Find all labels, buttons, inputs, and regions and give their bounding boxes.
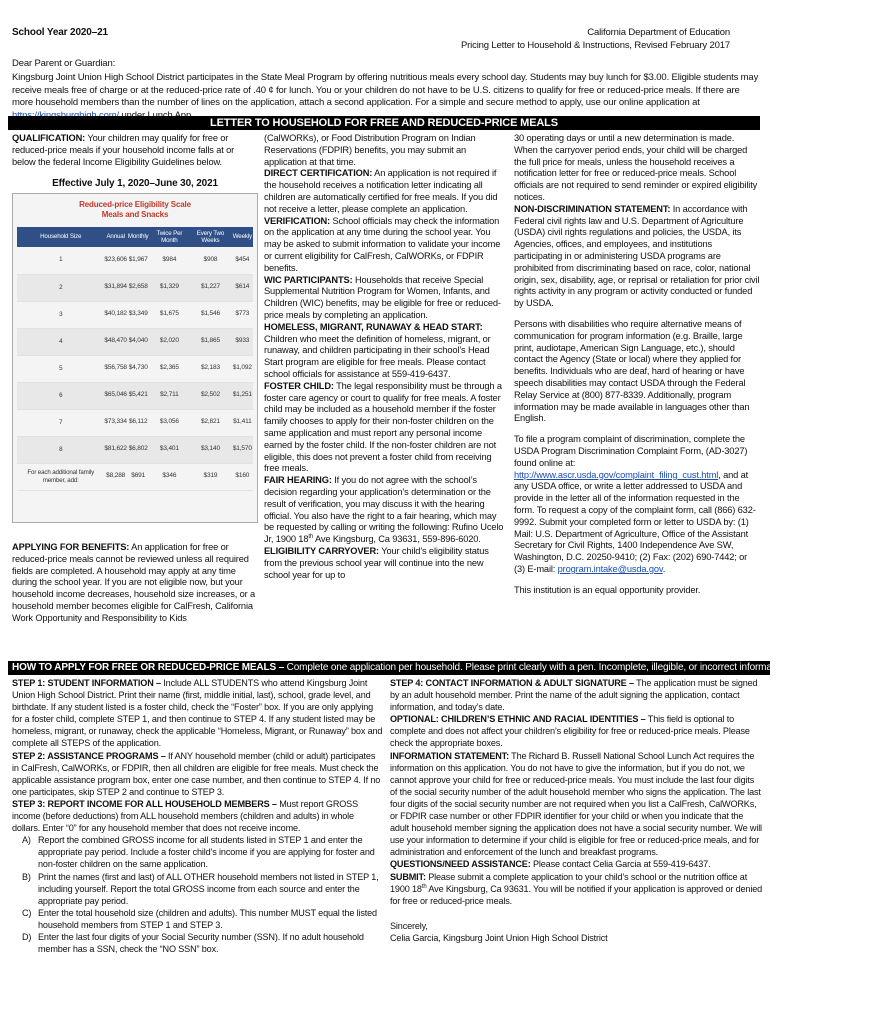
table-cell: 2	[17, 274, 104, 301]
agency-name: California Department of Education	[587, 27, 730, 38]
table-row	[17, 409, 253, 436]
table-cell: 1	[17, 247, 104, 274]
step-1-paragraph: STEP 1: STUDENT INFORMATION – Include ALL STUDENTS who attend Kingsburg Joint Union High School District. Print their name (first, middle initial, last), school, grade level, and birthdate. If any student listed is a foster child, check the “Foster” box. If you are only applying for a foster child, complete STEP 1, and then continue to STEP 4. If any student listed may be homeless, migrant, or runaway, check the applicable “Homeless, Migrant, or Runaway” box and complete all STEPS of the application.	[12, 678, 383, 749]
step-2-paragraph: STEP 2: ASSISTANCE PROGRAMS – If ANY household member (child or adult) participates in CalFresh, CalWORKs, or FDPIR, then all children are eligible for free meals. Must check the applicable assistance program box, enter one case number, and then continue to STEP 4. If no one participates, skip STEP 2 and continue to STEP 3.	[12, 750, 381, 797]
table-cell: $2,821	[189, 409, 231, 436]
table-cell: $23,606	[104, 247, 126, 274]
step-3-item: A) Report the combined GROSS income for all students listed in STEP 1 and enter the appropriate pay period. Include a foster child’s income if you are applying for foster and non-foster children on the same application.	[22, 835, 375, 870]
table-cell: $3,401	[150, 436, 190, 463]
qualification-paragraph: QUALIFICATION: Your children may qualify for free or reduced-price meals if your household income falls at or below the federal Income Eligibility Guidelines below.	[12, 133, 235, 167]
table-row	[17, 274, 253, 301]
usda-email-link[interactable]: program.intake@usda.gov	[557, 563, 663, 574]
signature-name: Celia Garcia, Kingsburg Joint Union High School District	[390, 932, 608, 943]
step-3-paragraph: STEP 3: REPORT INCOME FOR ALL HOUSEHOLD MEMBERS – Must report GROSS income (before deductions) from ALL household members (children and adults) in whole dollars. Enter “0” for any household member that does not receive income.	[12, 798, 359, 834]
table-cell: $6,802	[127, 436, 150, 463]
table-cell: 4	[17, 328, 104, 355]
foster-paragraph: FOSTER CHILD: The legal responsibility must be through a foster care agency or court to qualify for free meals. A foster child may be included as a household member if the foster family chooses to apply for their non-foster children on the same application and must report any personal income earned by the foster child. If the non-foster children are not eligible, this does not prevent a foster child from receiving free meals.	[264, 380, 502, 474]
table-cell: $31,894	[104, 274, 126, 301]
table-effective-date: Effective July 1, 2020–June 30, 2021	[52, 178, 218, 190]
table-cell: 5	[17, 355, 104, 382]
table-cell: $1,675	[150, 301, 190, 328]
table-cell: $1,329	[150, 274, 190, 301]
table-cell: $5,421	[127, 382, 150, 409]
step-3-item: C) Enter the total household size (children and adults). This number MUST equal the listed household members from STEP 1 and STEP 3.	[22, 907, 377, 930]
table-cell: $65,046	[104, 382, 126, 409]
table-cell: $908	[189, 247, 231, 274]
eligibility-table-box	[12, 193, 258, 523]
table-cell: $346	[150, 463, 190, 490]
table-cell: $56,758	[104, 355, 126, 382]
table-header-row	[17, 227, 253, 247]
submit-paragraph: SUBMIT: Please submit a complete application to your child’s school or the nutrition office at 1900 18th Ave Kingsburg, Ca 93631. You will be notified if your application is approved or denied for free or reduced-price meals.	[390, 871, 763, 906]
table-cell: $2,502	[189, 382, 231, 409]
table-cell: 3	[17, 301, 104, 328]
table-row	[17, 463, 253, 490]
wic-paragraph: WIC PARTICIPANTS: Households that receive Special Supplemental Nutrition Program for Women, Infants, and Children (WIC) benefits, may be eligible for free or reduced-price meals by completing an application.	[264, 274, 501, 320]
salutation: Dear Parent or Guardian:	[12, 58, 116, 69]
table-cell: $48,470	[104, 328, 126, 355]
table-cell: $1,967	[127, 247, 150, 274]
table-cell: $1,092	[232, 355, 253, 382]
column-2	[264, 133, 506, 648]
step-4-paragraph: STEP 4: CONTACT INFORMATION & ADULT SIGNATURE – The application must be signed by an adult household member. Print the name of the adult signing the application, contact information, and today’s date.	[390, 678, 758, 713]
homeless-paragraph: HOMELESS, MIGRANT, RUNAWAY & HEAD START: Children who meet the definition of homeless, migrant, or runaway, and children participating in their school’s Head Start program are eligible for free meals. Please contact school officials for assistance at 559-419-6437.	[264, 321, 491, 379]
table-cell: $2,020	[150, 328, 190, 355]
column-1	[12, 133, 258, 523]
table-cell: $3,056	[150, 409, 190, 436]
table-cell: $1,411	[232, 409, 253, 436]
table-column-header: Annual	[104, 227, 126, 247]
table-caption: Reduced-price Eligibility Scale Meals and Snacks	[79, 200, 191, 220]
letter-banner: LETTER TO HOUSEHOLD FOR FREE AND REDUCED-PRICE MEALS	[8, 116, 760, 130]
intro-paragraph: Kingsburg Joint Union High School District participates in the State Meal Program by offering nutritious meals every school day. Students may buy lunch for $3.00. Eligible students may receive meals free of charge or at the reduced-price rate of .40 ¢ for lunch. You or your children do not have to be U.S. citizens to qualify for free or reduced-price meals. If there are more household members than the number of lines on the application, attach a second application. For a simple and secure method to apply, use our online application at	[12, 72, 760, 123]
disabilities-paragraph: Persons with disabilities who require alternative means of communication for program information (e.g. Braille, large print, audiotape, American Sign Language, etc.), should contact the Agency (State or local) where they applied for benefits. Individuals who are deaf, hard of hearing or have speech disabilities may contact USDA through the Federal Relay Service at (800) 877-8339. Additionally, program information may be made available in languages other than English.	[514, 318, 750, 424]
table-row	[17, 247, 253, 274]
table-cell: 6	[17, 382, 104, 409]
carryover-continued: 30 operating days or until a new determination is made. When the carryover period ends, your child will be charged the full price for meals, unless the household receives a notification letter for free or reduced-price meals. School officials are not required to send reminder or expired eligibility notices.	[514, 133, 758, 202]
table-cell: $4,040	[127, 328, 150, 355]
questions-paragraph: QUESTIONS/NEED ASSISTANCE: Please contact Celia Garcia at 559-419-6437.	[390, 859, 711, 870]
table-cell: $6,112	[127, 409, 150, 436]
document-header	[461, 27, 730, 53]
verification-paragraph: VERIFICATION: School officials may check the information on the application at any time during the school year. You may be asked to submit information to validate your income or current eligibility for CalFresh, CalWORKs, or FDPIR benefits.	[264, 215, 501, 273]
table-cell: $3,349	[127, 301, 150, 328]
table-cell: $2,183	[189, 355, 231, 382]
table-column-header: Every Two Weeks	[189, 227, 231, 247]
complaint-paragraph: To file a program complaint of discrimination, complete the USDA Program Discrimination Complaint Form, (AD-3027) found online at: http://www.ascr.usda.gov/complaint_filing_cust.html, and at any USDA office, or write a letter addressed to USDA and provide in the letter all of the information requested in the form. To request a copy of the complaint form, call (866) 632-9992. Submit your completed form or letter to USDA by: (1) Mail: U.S. Department of Agriculture, Office of the Assistant Secretary for Civil Rights, 1400 Independence Ave SW, Washington, D.C. 20250-9410; (2) Fax: (202) 690-7442; or (3) E-mail: program.intake@usda.gov.	[514, 434, 756, 574]
fair-hearing-paragraph: FAIR HEARING: If you do not agree with the school’s decision regarding your application’s determination or the result of verification, you may discuss it with the hearing official. You also have the right to a fair hearing, which may be requested by calling or writing the following: Rufino Ucelo Jr, 1900 18th Ave Kingsburg, Ca 93631, 559-896-6020.	[264, 475, 504, 545]
letter-title: Pricing Letter to Household & Instructions, Revised February 2017	[460, 39, 730, 51]
sign-off: Sincerely,	[390, 920, 428, 931]
information-statement-paragraph: INFORMATION STATEMENT: The Richard B. Russell National School Lunch Act requires the information on this application. You do not have to give the information, but if you do not, we cannot approve your child for free or reduced-price meals. You must include the last four digits of the social security number of the adult household member who signs the application. The last four digits of the social security number are not required when you list a CalFresh, CalWORKs, or FDPIR case number or other FDPIR identifier for your child or when you indicate that the adult household member signing the application does not have a social security number. We will use your information to determine if your child is eligible for free or reduced-price meals, and for administration and enforcement of the lunch and breakfast programs.	[390, 750, 762, 858]
table-column-header: Household Size	[17, 227, 104, 247]
table-cell: $1,227	[189, 274, 231, 301]
calworks-paragraph: (CalWORKs), or Food Distribution Program on Indian Reservations (FDPIR) benefits, you may submit an application at that time.	[264, 133, 476, 167]
non-discrimination-paragraph: NON-DISCRIMINATION STATEMENT: In accordance with Federal civil rights law and U.S. Department of Agriculture (USDA) civil rights regulations and policies, the USDA, its Agencies, offices, and employees, and institutions participating in or administering USDA programs are prohibited from discriminating based on race, color, national origin, sex, disability, age, or reprisal or retaliation for prior civil rights activity in any program or activity conducted or funded by USDA.	[514, 203, 760, 309]
table-row	[17, 436, 253, 463]
table-cell: $2,711	[150, 382, 190, 409]
instructions-column-2	[390, 677, 762, 944]
table-cell: $933	[232, 328, 253, 355]
table-cell: 7	[17, 409, 104, 436]
optional-ethnicity-paragraph: OPTIONAL: CHILDREN’S ETHNIC AND RACIAL IDENTITIES – This field is optional to complete and does not affect your children’s eligibility for free or reduced-price meals. Please check the appropriate boxes.	[390, 714, 750, 749]
how-to-apply-banner: HOW TO APPLY FOR FREE OR REDUCED-PRICE MEALS – Complete one application per household. Please print clearly with a pen. Incomplete, illegible, or incorrect information will delay processing.	[8, 661, 770, 675]
step-3-item: D) Enter the last four digits of your Social Security number (SSN). If no adult household member has a SSN, check the “NO SSN” box.	[22, 931, 364, 955]
table-cell: $1,865	[189, 328, 231, 355]
applying-paragraph: APPLYING FOR BENEFITS: An application for free or reduced-price meals cannot be reviewed unless all required fields are completed. A household may apply at any time during the school year. If you are not eligible now, but your household income decreases, household size increases, or a household member becomes eligible for CalFresh, California Work Opportunity and Responsibility to Kids	[12, 542, 255, 623]
equal-opportunity-statement: This institution is an equal opportunity provider.	[514, 584, 701, 595]
school-year: School Year 2020–21	[12, 27, 108, 38]
table-cell: $691	[127, 463, 150, 490]
column-3	[514, 133, 760, 596]
table-row	[17, 301, 253, 328]
instructions-column-1	[12, 677, 384, 955]
table-cell: For each additional family member, add:	[17, 463, 104, 490]
table-cell: 8	[17, 436, 104, 463]
table-cell: $81,622	[104, 436, 126, 463]
table-cell: $73,334	[104, 409, 126, 436]
income-eligibility-table	[17, 227, 253, 491]
table-row	[17, 382, 253, 409]
table-cell: $984	[150, 247, 190, 274]
table-row	[17, 355, 253, 382]
table-cell: $4,730	[127, 355, 150, 382]
complaint-form-link[interactable]: http://www.ascr.usda.gov/complaint_filing_cust.html	[514, 469, 719, 480]
table-column-header: Weekly	[232, 227, 253, 247]
table-column-header: Monthly	[127, 227, 150, 247]
table-cell: $454	[232, 247, 253, 274]
table-cell: $1,251	[232, 382, 253, 409]
table-cell: $8,288	[104, 463, 126, 490]
direct-certification-paragraph: DIRECT CERTIFICATION: An application is not required if the household receives a notification letter indicating all children are automatically certified for free meals. If you did not receive a letter, please complete an application.	[264, 168, 498, 214]
table-cell: $40,182	[104, 301, 126, 328]
step-3-item: B) Print the names (first and last) of ALL OTHER household members not listed in STEP 1, including yourself. Report the total GROSS income from each source and enter the appropriate pay period.	[22, 871, 379, 906]
table-cell: $3,140	[189, 436, 231, 463]
table-row	[17, 328, 253, 355]
table-cell: $2,365	[150, 355, 190, 382]
table-cell: $160	[232, 463, 253, 490]
table-cell: $1,570	[232, 436, 253, 463]
table-cell: $773	[232, 301, 253, 328]
table-cell: $1,546	[189, 301, 231, 328]
table-cell: $319	[189, 463, 231, 490]
table-column-header: Twice Per Month	[150, 227, 190, 247]
carryover-paragraph: ELIGIBILITY CARRYOVER: Your child’s eligibility status from the previous school year will continue into the new school year for up to	[264, 545, 489, 580]
table-cell: $614	[232, 274, 253, 301]
table-cell: $2,658	[127, 274, 150, 301]
